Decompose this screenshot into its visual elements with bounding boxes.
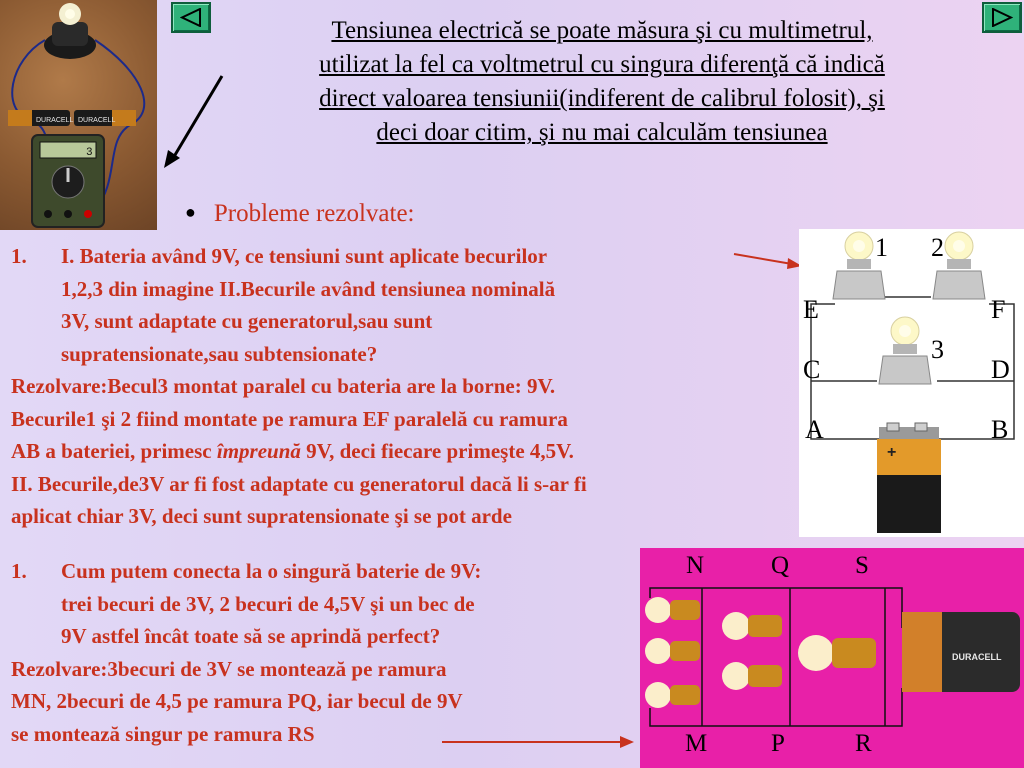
question-line: I. Bateria având 9V, ce tensiuni sunt aplicate becurilor	[61, 244, 548, 268]
bullet-dot-icon: ●	[185, 202, 196, 222]
next-slide-button[interactable]	[982, 2, 1022, 33]
title-line: Tensiunea electrică se poate măsura şi cu multimetrul,	[331, 17, 873, 44]
battery-brand-text: DURACELL	[952, 652, 1002, 662]
triangle-left-icon	[180, 8, 202, 27]
node-e-label: E	[803, 295, 819, 324]
battery-brand-text: DURACELL	[36, 117, 74, 124]
question-line: 1,2,3 din imagine II.Becurile având tensiunea nominală	[61, 276, 556, 301]
node-p-label: P	[771, 730, 785, 757]
answer-line: II. Becurile,de3V ar fi fost adaptate cu generatorul dacă li s-ar fi	[11, 471, 587, 496]
node-s-label: S	[855, 552, 869, 579]
node-a-label: A	[805, 415, 824, 444]
problem-number: 1.	[11, 559, 27, 583]
circuit-diagram-2	[640, 548, 1024, 768]
question-line: trei becuri de 3V, 2 becuri de 4,5V şi un bec de	[61, 591, 475, 616]
problem-2	[11, 555, 641, 750]
node-n-label: N	[686, 552, 705, 579]
meter-display-text: 3	[86, 147, 93, 159]
question-line: 3V, sunt adaptate cu generatorul,sau sunt	[61, 309, 433, 333]
title-line: direct valoarea tensiunii(indiferent de calibrul folosit), şi	[319, 85, 885, 112]
answer-line: se montează singur pe ramura RS	[11, 721, 315, 746]
node-f-label: F	[991, 295, 1006, 324]
bulb-1-label: 1	[875, 233, 888, 262]
bulb-2-label: 2	[931, 233, 944, 262]
arrow-to-circuit-1	[732, 250, 804, 272]
prev-slide-button[interactable]	[171, 2, 211, 33]
battery-brand-text: DURACELL	[78, 117, 116, 124]
question-line: supratensionate,sau subtensionate?	[61, 341, 378, 366]
answer-line: Rezolvare:3becuri de 3V se montează pe ramura	[11, 656, 447, 681]
answer-line: Becurile1 şi 2 fiind montate pe ramura EF paralelă cu ramura	[11, 406, 568, 431]
node-m-label: M	[685, 730, 708, 757]
battery-plus-text: +	[887, 444, 897, 461]
arrow-to-circuit-2	[440, 734, 636, 750]
section-heading	[185, 200, 415, 228]
triangle-right-icon	[991, 8, 1013, 27]
title-line: deci doar citim, şi nu mai calculăm tensiunea	[376, 119, 828, 146]
slide-title	[218, 14, 986, 150]
answer-line: aplicat chiar 3V, deci sunt supratensionate şi se pot arde	[11, 504, 512, 528]
problem-number: 1.	[11, 244, 27, 268]
node-c-label: C	[803, 355, 821, 384]
bulb-3-label: 3	[931, 335, 944, 364]
answer-line: MN, 2becuri de 4,5 pe ramura PQ, iar becul de 9V	[11, 689, 463, 713]
answer-line: Rezolvare:Becul3 montat paralel cu bateria are la borne: 9V.	[11, 374, 556, 398]
question-line: Cum putem conecta la o singură baterie de 9V:	[61, 559, 482, 583]
node-d-label: D	[991, 355, 1010, 384]
title-line: utilizat la fel ca voltmetrul cu singura diferenţă că indică	[319, 51, 885, 78]
problem-1	[11, 240, 801, 533]
node-r-label: R	[855, 730, 872, 757]
node-q-label: Q	[771, 552, 790, 579]
question-line: 9V astfel încât toate să se aprindă perfect?	[61, 624, 441, 648]
multimeter-photo	[0, 0, 157, 230]
circuit-diagram-1	[799, 229, 1024, 537]
node-b-label: B	[991, 415, 1009, 444]
answer-line: AB a bateriei, primesc împreună 9V, deci fiecare primeşte 4,5V.	[11, 439, 574, 463]
section-heading-text: Probleme rezolvate:	[213, 200, 415, 227]
